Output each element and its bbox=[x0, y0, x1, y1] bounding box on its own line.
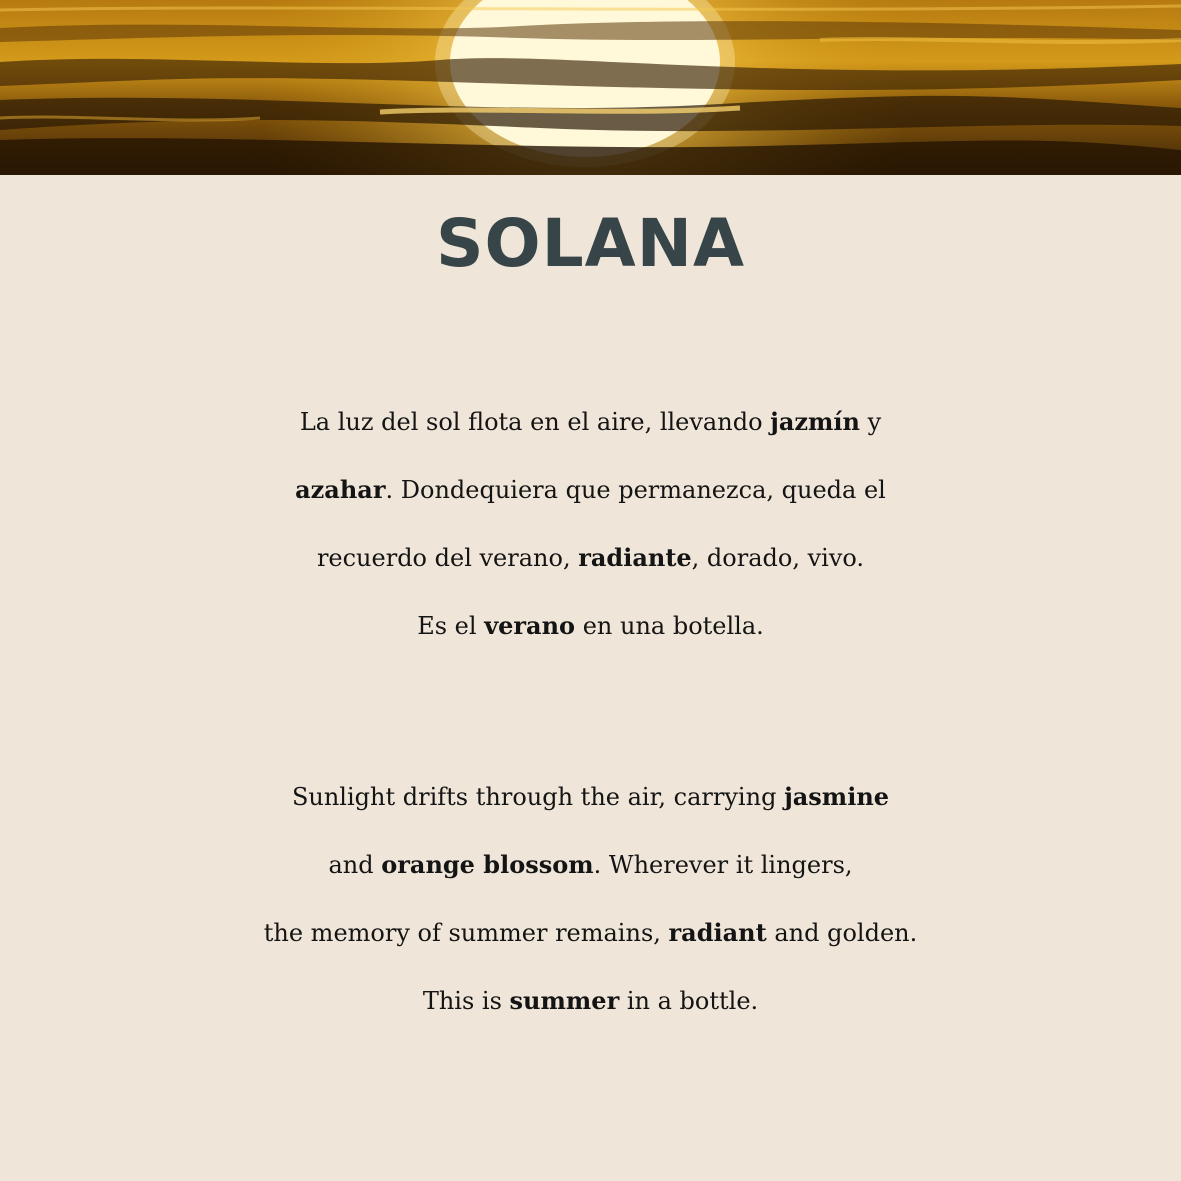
emphasis-summer: summer bbox=[509, 986, 620, 1015]
emphasis-jasmine: jasmine bbox=[784, 782, 890, 811]
emphasis-radiant: radiant bbox=[668, 918, 767, 947]
spanish-paragraph bbox=[0, 388, 1181, 660]
english-line-3: the memory of summer remains, radiant and golden. bbox=[263, 918, 918, 947]
english-line-2: and orange blossom. Wherever it lingers, bbox=[328, 850, 853, 879]
emphasis-radiante: radiante bbox=[578, 543, 692, 572]
english-paragraph bbox=[0, 763, 1181, 1035]
english-line-4: This is summer in a bottle. bbox=[422, 986, 759, 1015]
spanish-line-4: Es el verano en una botella. bbox=[417, 611, 764, 640]
page-title: SOLANA bbox=[435, 205, 746, 282]
spanish-line-1: La luz del sol flota en el aire, llevando jazmín y bbox=[299, 407, 882, 436]
emphasis-orange-blossom: orange blossom bbox=[381, 850, 594, 879]
emphasis-azahar: azahar bbox=[295, 475, 386, 504]
english-line-1: Sunlight drifts through the air, carrying jasmine bbox=[291, 782, 890, 811]
spanish-line-3: recuerdo del verano, radiante, dorado, vivo. bbox=[316, 543, 865, 572]
sunset-banner-image bbox=[0, 0, 1181, 175]
emphasis-verano: verano bbox=[484, 611, 576, 640]
emphasis-jazmin: jazmín bbox=[770, 407, 860, 436]
spanish-line-2: azahar. Dondequiera que permanezca, queda el bbox=[295, 475, 886, 504]
